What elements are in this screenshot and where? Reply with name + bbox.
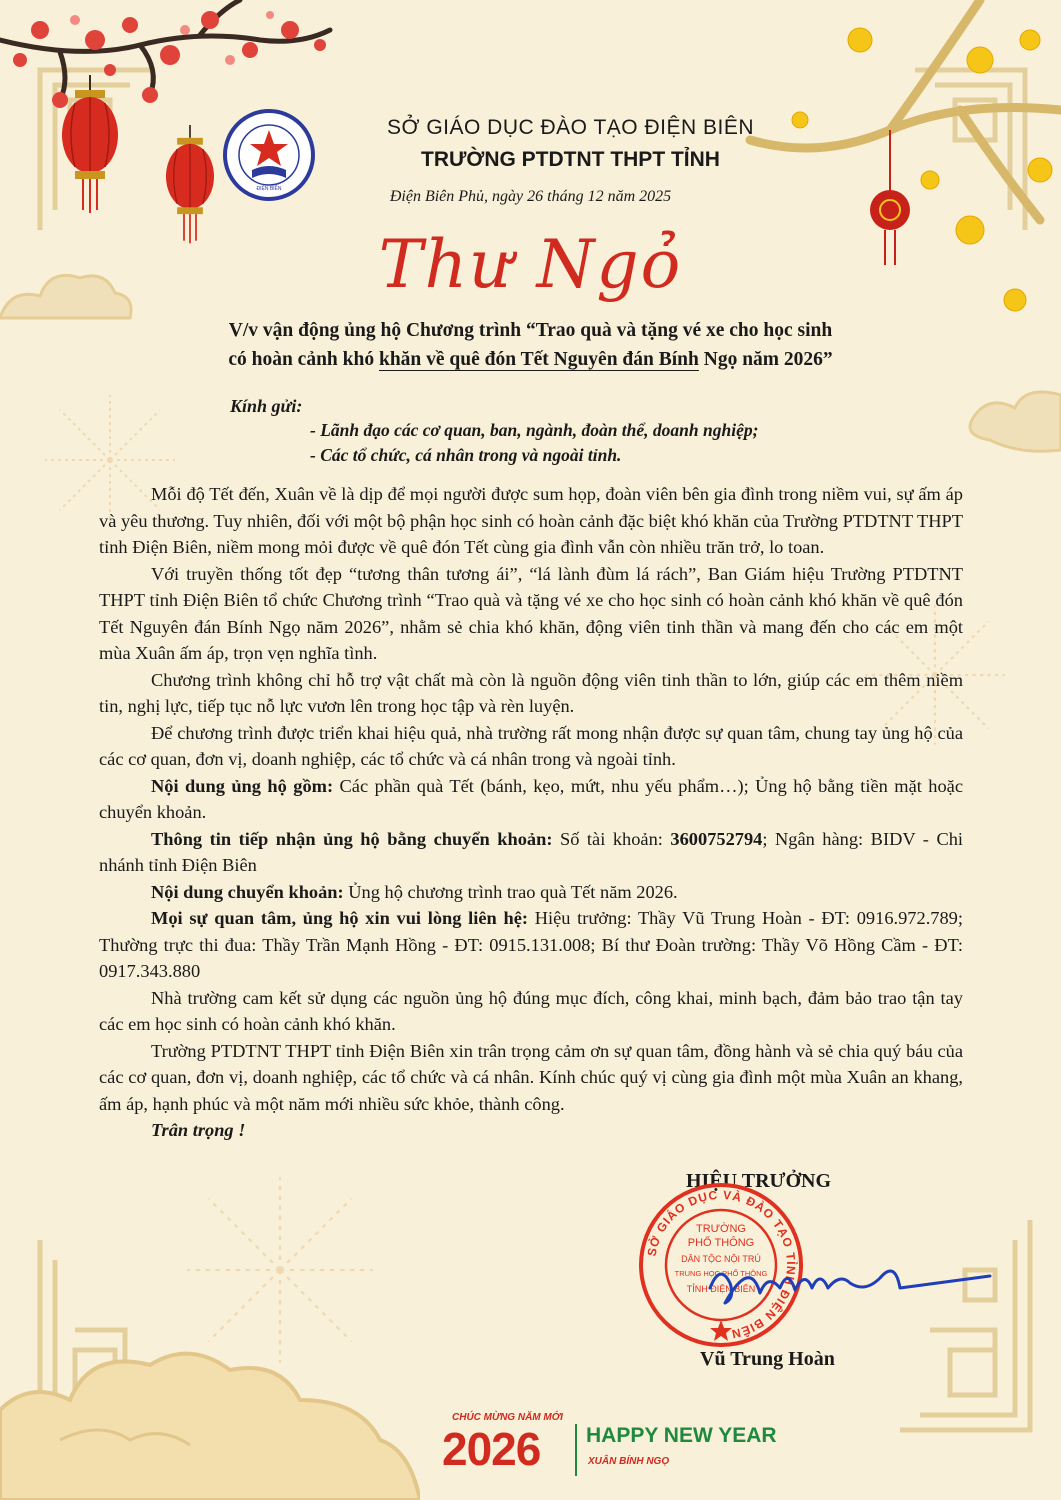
department-name: SỞ GIÁO DỤC ĐÀO TẠO ĐIỆN BIÊN	[386, 116, 754, 139]
contact-paragraph	[99, 905, 963, 985]
donation-content-paragraph	[99, 773, 963, 826]
transfer-note-text: Ủng hộ chương trình trao quà Tết năm 2026.	[343, 881, 678, 902]
signature-title: HIỆU TRƯỞNG	[686, 1170, 832, 1192]
subject-line-1: V/v vận động ủng hộ Chương trình “Trao quà và tặng vé xe cho học sinh	[228, 320, 833, 341]
stamp-line: PHỔ THÔNG	[687, 1237, 755, 1249]
footer-year: 2026	[442, 1423, 541, 1475]
body-paragraph: Với truyền thống tốt đẹp “tương thân tương ái”, “lá lành đùm lá rách”, Ban Giám hiệu Trường PTDTNT THPT tỉnh Điện Biên tổ chức Chương trình “Trao quà và tặng vé xe cho học sinh có hoàn cảnh khó khăn về quê đón Tết Nguyên đán Bính Ngọ năm 2026”, nhằm sẻ chia khó khăn, động viên tinh thần và mang đến cho các em một mùa Xuân ấm áp, trọn vẹn nghĩa tình.	[99, 563, 963, 663]
body-paragraph: Để chương trình được triển khai hiệu quả, nhà trường rất mong nhận được sự quan tâm, chung tay ủng hộ của các cơ quan, đơn vị, doanh nghiệp, các tổ chức và cá nhân trong và ngoài tỉnh.	[99, 722, 963, 769]
letter-subject	[0, 316, 1061, 374]
salutation-label: Kính gửi:	[230, 396, 303, 416]
cloud-decoration	[960, 380, 1061, 460]
stamp-line: TRƯỜNG	[696, 1223, 746, 1235]
contact-label: Mọi sự quan tâm, ủng hộ xin vui lòng liên hệ:	[151, 908, 528, 928]
bank-transfer-paragraph	[99, 826, 963, 879]
subject-line-2	[0, 345, 1061, 374]
body-paragraph: Mỗi độ Tết đến, Xuân về là dịp để mọi người được sum họp, đoàn viên bên gia đình trong niềm vui, sự ấm áp và yêu thương. Tuy nhiên, đối với một bộ phận học sinh có hoàn cảnh đặc biệt khó khăn của Trường PTDTNT THPT tỉnh Điện Biên, niềm mong mỏi được về quê đón Tết cùng gia đình vẫn còn nhiều trăn trở, lo toan.	[99, 484, 963, 557]
body-paragraph: Chương trình không chỉ hỗ trợ vật chất mà còn là nguồn động viên tinh thần to lớn, giúp các em thêm niềm tin, nghị lực, tiếp tục nỗ lực vươn lên trong học tập và rèn luyện.	[99, 669, 963, 716]
donation-content-text: Các phần quà Tết (bánh, kẹo, mứt, nhu yếu phẩm…); Ủng hộ bằng tiền mặt hoặc chuyển khoản.	[99, 775, 963, 822]
recipient-line: - Lãnh đạo các cơ quan, ban, ngành, đoàn thể, doanh nghiệp;	[310, 420, 759, 440]
subject-underlined-text: khăn về quê đón Tết Nguyên đán Bính	[378, 349, 699, 370]
donation-content-label: Nội dung ủng hộ gồm:	[151, 775, 334, 796]
account-number: 3600752794	[670, 828, 763, 849]
body-paragraph: Nhà trường cam kết sử dụng các nguồn ủng hộ đúng mục đích, công khai, minh bạch, đảm bảo trao tận tay các em học sinh có hoàn cảnh khó khăn.	[99, 987, 963, 1034]
footer-divider	[575, 1424, 577, 1476]
handwritten-signature	[690, 1248, 1000, 1318]
footer-happy-new-year: HAPPY NEW YEAR	[586, 1424, 777, 1447]
school-name: TRƯỜNG PTDTNT THPT TỈNH	[421, 148, 720, 171]
letter-date: Điện Biên Phủ, ngày 26 tháng 12 năm 2025	[389, 188, 672, 205]
transfer-note-label: Nội dung chuyển khoản:	[151, 881, 344, 902]
subject-text: có hoàn cảnh khó	[228, 349, 379, 370]
closing-text: Trân trọng !	[151, 1120, 246, 1140]
stamp-line: DÂN TỘC NỘI TRÚ	[681, 1254, 761, 1264]
frame-corner-bottom-right	[880, 1210, 1040, 1440]
footer-greeting: CHÚC MỪNG NĂM MỚI	[452, 1412, 563, 1423]
svg-text:ĐIỆN BIÊN: ĐIỆN BIÊN	[256, 186, 282, 192]
subject-text: Ngọ năm 2026”	[698, 349, 833, 370]
stamp-line: TỈNH ĐIỆN BIÊN	[686, 1284, 756, 1294]
contact-text: Hiệu trưởng: Thầy Vũ Trung Hoàn - ĐT: 0916.972.789; Thường trực thi đua: Thầy Trần Mạnh Hồng - ĐT: 0915.131.008; Bí thư Đoàn trường: Thầy Võ Hồng Cầm - ĐT: 0917.343.880	[99, 908, 963, 981]
footer-xuan-binh-ngo: XUÂN BÍNH NGỌ	[588, 1456, 670, 1467]
body-paragraph: Trường PTDTNT THPT tỉnh Điện Biên xin trân trọng cảm ơn sự quan tâm, đồng hành và sẻ chia quý báu của các cơ quan, đơn vị, doanh nghiệp, các tổ chức và cá nhân. Kính chúc quý vị cùng gia đình một mùa Xuân an khang, ấm áp, hạnh phúc và một năm mới nhiều sức khỏe, thành công.	[99, 1040, 963, 1114]
stamp-ring-text: SỞ GIÁO DỤC VÀ ĐÀO TẠO TỈNH ĐIỆN BIÊN	[644, 1187, 799, 1342]
stamp-line: TRUNG HỌC PHỔ THÔNG	[674, 1269, 768, 1278]
letter-title: Thư Ngỏ	[378, 226, 683, 303]
bank-transfer-text: Số tài khoản:	[552, 828, 671, 849]
bank-transfer-text: ; Ngân hàng: BIDV - Chi nhánh tỉnh Điện Biên	[99, 828, 964, 875]
signer-name: Vũ Trung Hoàn	[700, 1348, 835, 1370]
bank-transfer-label: Thông tin tiếp nhận ủng hộ bằng chuyển khoản:	[151, 828, 553, 849]
recipient-line: - Các tổ chức, cá nhân trong và ngoài tỉnh.	[310, 445, 622, 465]
letter-body	[99, 481, 963, 1144]
transfer-note-paragraph	[99, 879, 963, 906]
cloud-decoration	[0, 1330, 420, 1500]
